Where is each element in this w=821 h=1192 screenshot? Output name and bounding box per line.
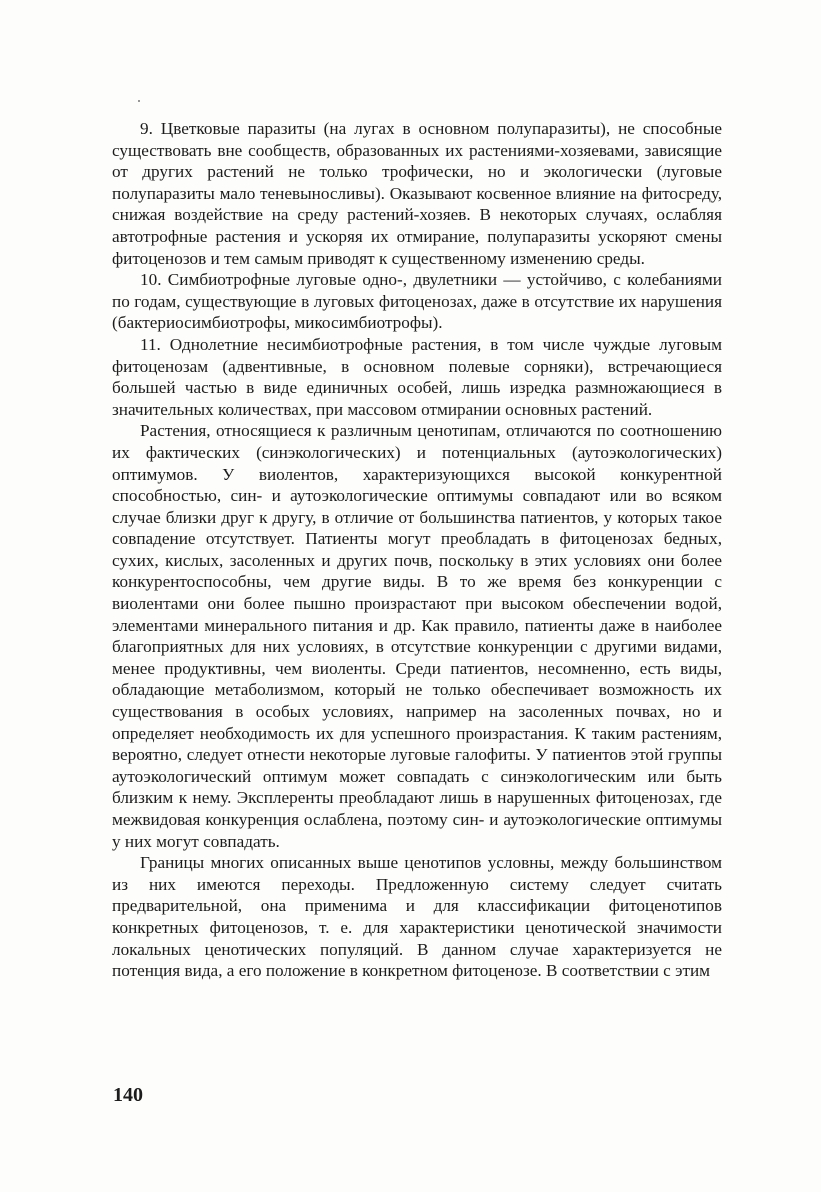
paragraph-item-10: 10. Симбиотрофные луговые одно-, двулетники — устойчиво, с колебаниями по годам, существующие в луговых фитоценозах, даже в отсутствие их нарушения (бактериосимбиотрофы, микосимбиотрофы).: [112, 270, 722, 333]
paragraph-cenotype-optimums: Растения, относящиеся к различным ценотипам, отличаются по соотношению их фактических (синэкологических) и потенциальных (аутоэкологических) оптимумов. У виолентов, характеризующихся высокой конкурентной способностью, син- и аутоэкологические оптимумы совпадают или во всяком случае близки друг к другу, в отличие от большинства патиентов, у которых такое совпадение отсутствует. Патиенты могут преобладать в фитоценозах бедных, сухих, кислых, засоленных и других почв, поскольку в этих условиях они более конкурентоспособны, чем другие виды. В то же время без конкуренции с виолентами они более пышно произрастают при высоком обеспечении водой, элементами минерального питания и др. Как правило, патиенты даже в наиболее благоприятных для них условиях, в отсутствие конкуренции с другими видами, менее продуктивны, чем виоленты. Среди патиентов, несомненно, есть виды, обладающие метаболизмом, который не только обеспечивает возможность их существования в особых условиях, например на засоленных почвах, но и определяет необходимость их для успешного произрастания. К таким растениям, вероятно, следует отнести некоторые луговые галофиты. У патиентов этой группы аутоэкологический оптимум может совпадать с синэкологическим или быть близким к нему. Эксплеренты преобладают лишь в нарушенных фитоценозах, где межвидовая конкуренция ослаблена, поэтому син- и аутоэкологические оптимумы у них могут совпадать.: [112, 421, 722, 851]
paragraph-item-11: 11. Однолетние несимбиотрофные растения, в том числе чуждые луговым фитоценозам (адвентивные, в основном полевые сорняки), встречающиеся большей частью в виде единичных особей, лишь изредка размножающиеся в значительных количествах, при массовом отмирании основных растений.: [112, 334, 722, 419]
body-text: [112, 118, 722, 982]
paragraph-item-9: 9. Цветковые паразиты (на лугах в основном полупаразиты), не способные существовать вне сообществ, образованных их растениями-хозяевами, зависящие от других растений не только трофически, но и экологически (луговые полупаразиты мало теневыносливы). Оказывают косвенное влияние на фитосреду, снижая воздействие на среду растений-хозяев. В некоторых случаях, ослабляя автотрофные растения и ускоряя их отмирание, полупаразиты ускоряют смены фитоценозов и тем самым приводят к существенному изменению среды.: [112, 119, 722, 268]
page-number: 140: [113, 1084, 143, 1106]
paragraph-cenotype-boundaries: Границы многих описанных выше ценотипов условны, между большинством из них имеются переходы. Предложенную систему следует считать предварительной, она применима и для классификации фитоценотипов конкретных фитоценозов, т. е. для характеристики ценотической значимости локальных ценотических популяций. В данном случае характеризуется не потенция вида, а его положение в конкретном фитоценозе. В соответствии с этим: [112, 853, 722, 981]
print-speck: [138, 100, 140, 102]
